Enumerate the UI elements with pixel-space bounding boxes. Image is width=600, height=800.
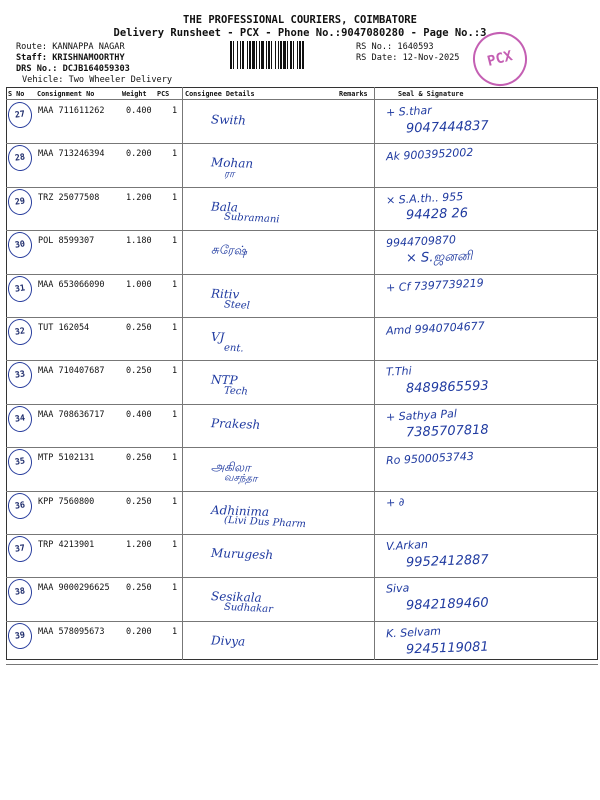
signature-line1: Amd 9940704677 (385, 319, 485, 338)
signature-line1: + Sathya Pal (385, 406, 458, 424)
consignment-number: POL 8599307 (38, 236, 95, 247)
pieces-count: 1 (172, 626, 178, 637)
signature-line1: + Cf 7397739219 (385, 276, 485, 295)
signature-line1: + S.thar (385, 103, 433, 120)
pieces-count: 1 (172, 453, 178, 464)
signature-phone: 9245119081 (405, 639, 489, 658)
consignee-name-line2: Sudhakar (223, 602, 274, 616)
signature-line1: Siva (385, 581, 410, 596)
table-row (6, 274, 598, 317)
weight-value: 0.400 (126, 106, 152, 116)
rs-date: RS Date: 12-Nov-2025 (356, 53, 460, 63)
signature-line1: T.Thi (385, 364, 412, 380)
consignment-number: MTP 5102131 (38, 453, 95, 464)
pieces-count: 1 (172, 323, 178, 333)
row-serial-number: 33 (6, 361, 33, 390)
pieces-count: 1 (172, 236, 178, 247)
weight-value: 1.200 (126, 192, 152, 203)
pieces-count: 1 (172, 192, 178, 203)
table-row (6, 621, 598, 664)
consignment-number: MAA 713246394 (38, 149, 105, 160)
consignment-number: TRZ 25077508 (38, 192, 100, 203)
consignee-name: Divya (210, 633, 246, 649)
header-divider (6, 99, 598, 100)
col-sno-header: S No (8, 90, 25, 98)
signature-line1: + ∂ (385, 495, 405, 510)
col-signature-header: Seal & Signature (398, 90, 464, 98)
consignee-name: Swith (210, 112, 247, 128)
col-weight-header: Weight (122, 90, 147, 98)
consignment-number: MAA 710407687 (38, 366, 105, 377)
consignment-number: MAA 708636717 (38, 409, 105, 420)
col-pcs-header: PCS (157, 90, 170, 98)
signature-line1: × S.A.th.. 955 (385, 189, 464, 207)
table-row (6, 317, 598, 360)
signature-line1: K. Selvam (385, 624, 442, 641)
route-label: Route: KANNAPPA NAGAR (16, 42, 125, 52)
row-serial-number: 38 (6, 578, 33, 607)
row-serial-number: 37 (6, 534, 33, 563)
table-row (6, 100, 598, 143)
pieces-count: 1 (172, 583, 178, 594)
consignment-number: MAA 9000296625 (38, 583, 110, 594)
pieces-count: 1 (172, 106, 178, 116)
consignee-name: Sesikala (210, 589, 262, 606)
consignee-name: Bala (210, 199, 239, 215)
signature-phone: 9047444837 (405, 118, 489, 137)
consignee-name-line2: ரா (223, 169, 235, 181)
consignee-name: Murugesh (210, 545, 274, 563)
table-row (6, 360, 598, 403)
signature-line1: Ak 9003952002 (385, 146, 474, 164)
signature-phone: 9842189460 (405, 595, 489, 614)
row-serial-number: 29 (6, 187, 33, 216)
company-title: THE PROFESSIONAL COURIERS, COIMBATORE (183, 14, 417, 26)
runsheet-subtitle: Delivery Runsheet - PCX - Phone No.:9047080280 - Page No.:3 (113, 27, 487, 39)
weight-value: 1.000 (126, 279, 152, 290)
table-row (6, 143, 598, 186)
vehicle-label: Vehicle: Two Wheeler Delivery (22, 75, 173, 85)
consignee-name-line2: Tech (223, 385, 249, 399)
weight-value: 0.250 (126, 366, 152, 377)
col-consignment-header: Consignment No (37, 90, 95, 98)
weight-value: 0.400 (126, 409, 152, 420)
table-row (6, 577, 598, 620)
signature-line1: 9944709870 (385, 233, 457, 251)
consignee-name: சுரேஷ் (210, 242, 248, 258)
row-serial-number: 34 (6, 404, 33, 433)
signature-line1: Ro 9500053743 (385, 449, 475, 468)
weight-value: 1.180 (126, 236, 152, 247)
pieces-count: 1 (172, 149, 178, 160)
row-serial-number: 35 (6, 448, 33, 477)
weight-value: 0.200 (126, 626, 152, 637)
table-row (6, 187, 598, 230)
row-serial-number: 39 (6, 621, 33, 650)
consignment-number: TRP 4213901 (38, 540, 95, 550)
row-divider (6, 664, 598, 665)
signature-phone: × S.ஜனனி (405, 249, 473, 267)
signature-phone: 9952412887 (405, 552, 489, 571)
weight-value: 0.200 (126, 149, 152, 160)
signature-phone: 8489865593 (405, 378, 489, 397)
signature-phone: 94428 26 (405, 205, 469, 223)
pieces-count: 1 (172, 409, 178, 420)
consignment-number: TUT 162054 (38, 323, 90, 333)
consignee-name: Prakesh (210, 415, 261, 432)
rs-number: RS No.: 1640593 (356, 42, 434, 52)
pieces-count: 1 (172, 540, 178, 550)
consignee-name: Mohan (210, 155, 254, 172)
weight-value: 0.250 (126, 323, 152, 333)
consignee-name: Adhinima (210, 502, 270, 519)
row-serial-number: 28 (6, 144, 33, 173)
row-serial-number: 31 (6, 274, 33, 303)
col-consignee-header: Consignee Details (185, 90, 255, 98)
barcode-icon (230, 41, 352, 69)
table-row (6, 491, 598, 534)
table-row (6, 230, 598, 273)
pcx-stamp: PCX (467, 26, 532, 91)
consignee-name: அகிலா (210, 459, 251, 475)
consignment-number: MAA 578095673 (38, 626, 105, 637)
weight-value: 0.250 (126, 496, 152, 507)
row-serial-number: 36 (6, 491, 33, 520)
consignee-name-line2: ent. (223, 342, 244, 355)
row-serial-number: 27 (6, 100, 33, 129)
consignee-name: Ritiv (210, 286, 240, 302)
table-row (6, 447, 598, 490)
consignee-name: NTP (210, 372, 238, 388)
consignment-number: MAA 653066090 (38, 279, 105, 290)
pieces-count: 1 (172, 496, 178, 507)
consignment-number: MAA 711611262 (38, 106, 105, 116)
weight-value: 0.250 (126, 583, 152, 594)
weight-value: 1.200 (126, 540, 152, 550)
consignee-name-line2: Subramani (223, 211, 280, 226)
drs-number: DRS No.: DCJB164059303 (16, 64, 130, 74)
consignee-name-line2: (Livi Dus Pharm (223, 514, 307, 530)
consignee-name-line2: வசந்தா (223, 472, 258, 486)
staff-label: Staff: KRISHNAMOORTHY (16, 53, 125, 63)
pieces-count: 1 (172, 279, 178, 290)
consignment-number: KPP 7560800 (38, 496, 95, 507)
row-serial-number: 32 (6, 317, 33, 346)
weight-value: 0.250 (126, 453, 152, 464)
consignee-name-line2: Steel (223, 298, 251, 312)
pieces-count: 1 (172, 366, 178, 377)
col-remarks-header: Remarks (339, 90, 368, 98)
table-row (6, 404, 598, 447)
signature-line1: V.Arkan (385, 537, 429, 554)
signature-phone: 7385707818 (405, 422, 489, 441)
table-row (6, 534, 598, 577)
consignee-name: VJ (210, 329, 225, 345)
row-serial-number: 30 (6, 231, 33, 260)
